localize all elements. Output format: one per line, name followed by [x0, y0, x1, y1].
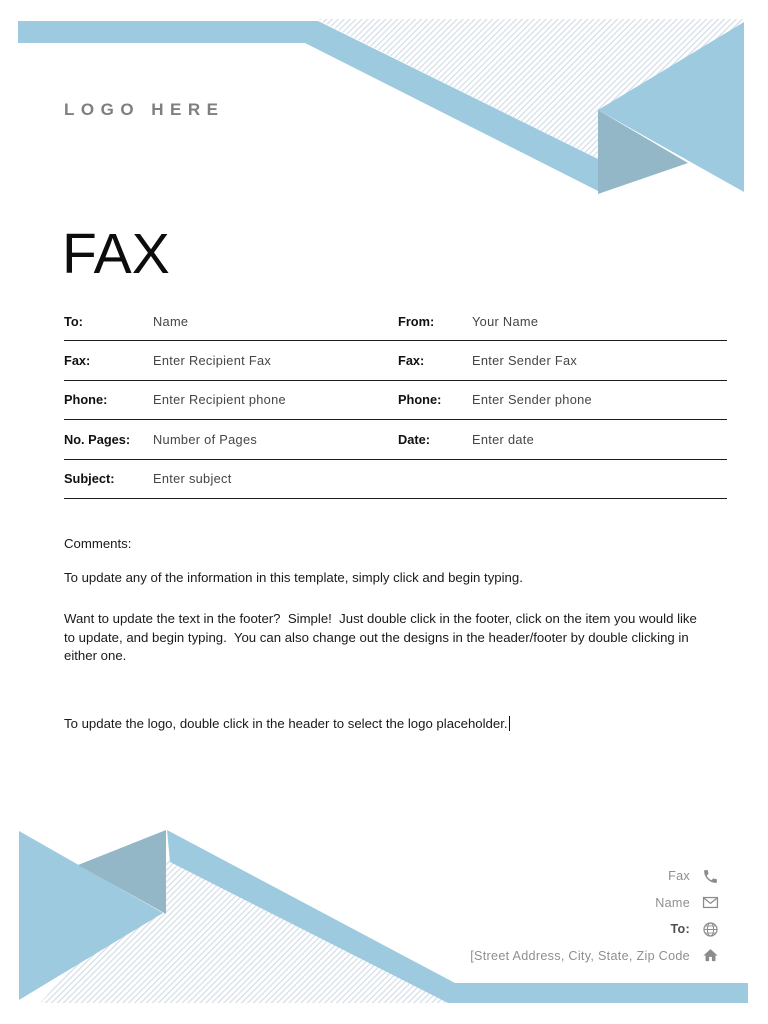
comments-paragraph[interactable]: To update any of the information in this template, simply click and begin typing. — [64, 569, 523, 585]
text-cursor — [509, 716, 510, 731]
sender-phone-field[interactable]: Enter Sender phone — [472, 392, 592, 408]
recipient-fax-label: Fax: — [64, 352, 91, 368]
fax-info-table — [64, 303, 727, 499]
comments-paragraph[interactable]: Want to update the text in the footer? Simple! Just double click in the footer, click on the item you would like to update, and begin typing. You can also change out the designs in the header/footer by double clicking in either one. — [64, 611, 701, 663]
footer-name-row[interactable] — [470, 890, 719, 917]
subject-field[interactable]: Enter subject — [153, 471, 232, 487]
envelope-icon — [701, 894, 719, 912]
footer-name-label[interactable]: Name — [655, 895, 690, 910]
table-row — [64, 420, 727, 460]
comments-label[interactable]: Comments: — [64, 536, 132, 551]
footer-address-label[interactable]: [Street Address, City, State, Zip Code — [470, 948, 690, 963]
home-icon — [701, 947, 719, 965]
footer-contact-block — [470, 863, 719, 969]
footer-fax-label[interactable]: Fax — [668, 869, 690, 884]
recipient-phone-label: Phone: — [64, 392, 108, 408]
comments-paragraph[interactable]: To update the logo, double click in the header to select the logo placeholder. — [64, 715, 508, 731]
date-label: Date: — [398, 431, 430, 447]
table-row — [64, 341, 727, 381]
recipient-phone-field[interactable]: Enter Recipient phone — [153, 392, 286, 408]
subject-label: Subject: — [64, 471, 115, 487]
footer-to-label[interactable]: To: — [670, 922, 690, 937]
footer-fax-row[interactable] — [470, 863, 719, 890]
footer-address-row[interactable] — [470, 943, 719, 970]
globe-icon — [701, 920, 719, 938]
phone-icon — [701, 867, 719, 885]
to-field[interactable]: Name — [153, 314, 189, 329]
sender-fax-label: Fax: — [398, 352, 425, 368]
to-label: To: — [64, 314, 83, 329]
pages-label: No. Pages: — [64, 431, 131, 447]
table-row — [64, 303, 727, 341]
page-title[interactable]: FAX — [62, 222, 170, 286]
logo-placeholder[interactable]: LOGO HERE — [64, 100, 225, 119]
pages-field[interactable]: Number of Pages — [153, 431, 258, 447]
from-field[interactable]: Your Name — [472, 314, 539, 329]
table-row — [64, 381, 727, 421]
from-label: From: — [398, 314, 435, 329]
comments-section — [64, 535, 709, 733]
date-field[interactable]: Enter date — [472, 431, 535, 447]
sender-fax-field[interactable]: Enter Sender Fax — [472, 352, 578, 368]
footer-to-row[interactable] — [470, 916, 719, 943]
sender-phone-label: Phone: — [398, 392, 442, 408]
table-row — [64, 460, 727, 500]
recipient-fax-field[interactable]: Enter Recipient Fax — [153, 352, 272, 368]
